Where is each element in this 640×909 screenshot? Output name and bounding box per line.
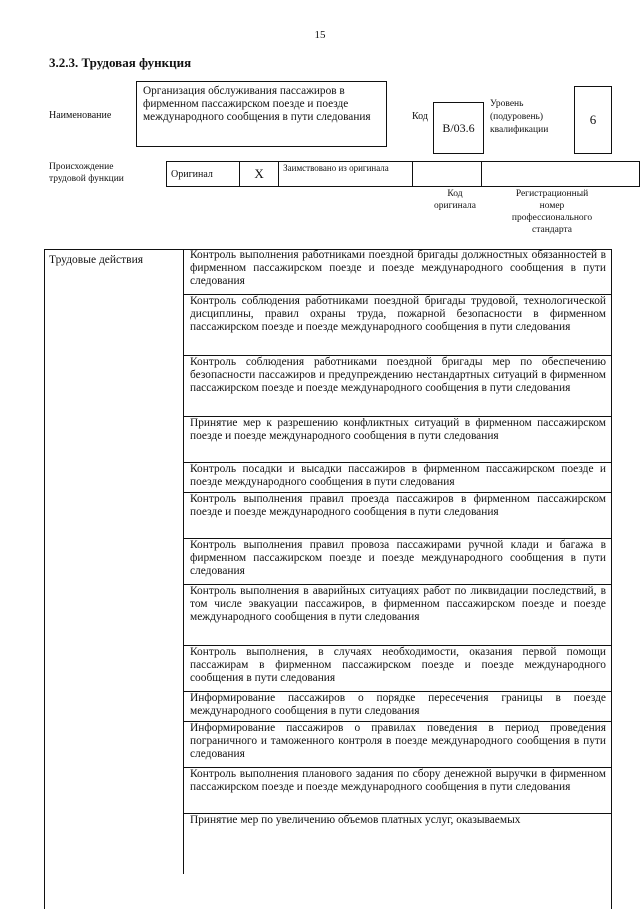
action-item: Контроль выполнения правил провоза пассажирами ручной клади и багажа в фирменном пассажирском поезде и поезде международного сообщения в пути следования <box>184 539 612 585</box>
action-item: Информирование пассажиров о правилах поведения в период проведения пограничного и таможенного контроля в поезде международного сообщения в пути следования <box>184 722 612 768</box>
origin-reg-number-cell <box>482 162 640 187</box>
code-caption-line-2: оригинала <box>434 201 476 211</box>
action-item: Контроль выполнения, в случаях необходимости, оказания первой помощи пассажирам в фирменном пассажирском поезде и поезде международного сообщения в пути следования <box>184 646 612 692</box>
name-label: Наименование <box>49 110 112 121</box>
action-item: Принятие мер по увеличению объемов платных услуг, оказываемых <box>190 814 521 826</box>
page-number: 15 <box>314 29 326 41</box>
level-value-box: 6 <box>574 86 612 154</box>
reg-caption-line-1: Регистрационный <box>515 189 589 199</box>
code-label: Код <box>412 111 428 122</box>
action-item: Контроль выполнения работниками поездной бригады должностных обязанностей в фирменном пассажирском поезде и поезде международного сообщения в пути следования <box>184 249 612 295</box>
action-item: Принятие мер к разрешению конфликтных ситуаций в фирменном пассажирском поезде и поезде международного сообщения в пути следования <box>184 417 612 463</box>
origin-mark-cell: X <box>240 162 279 187</box>
origin-original-cell: Оригинал <box>167 162 240 187</box>
action-item: Контроль выполнения правил проезда пассажиров в фирменном пассажирском поезде и поезде международного сообщения в пути следования <box>184 493 612 539</box>
level-label-line-2: (подуровень) <box>490 112 544 122</box>
code-value-box: B/03.6 <box>433 102 484 154</box>
reg-caption-line-2: номер <box>539 201 565 211</box>
function-name-box: Организация обслуживания пассажиров в фирменном пассажирском поезде и поезде международного сообщения в пути следования <box>136 81 387 147</box>
origin-borrowed-cell: Заимствовано из оригинала <box>279 162 413 187</box>
section-title: 3.2.3. Трудовая функция <box>49 55 192 70</box>
level-label-line-3: квалификации <box>490 125 549 135</box>
origin-label-line-2: трудовой функции <box>49 174 124 184</box>
reg-caption-line-3: профессионального <box>511 213 593 223</box>
reg-caption-line-4: стандарта <box>532 225 572 235</box>
action-item: Контроль выполнения планового задания по сбору денежной выручки в фирменном пассажирском поезде и поезде международного сообщения в пути следования <box>184 768 612 814</box>
actions-list <box>183 249 612 874</box>
actions-label: Трудовые действия <box>49 254 144 266</box>
action-item: Контроль выполнения в аварийных ситуациях работ по ликвидации последствий, в том числе эвакуации пассажиров, в фирменном пассажирском поезде и поезде международного сообщения в пути следования <box>184 585 612 646</box>
action-item: Контроль соблюдения работниками поездной бригады мер по обеспечению безопасности пассажиров и предупреждению нестандартных ситуаций в фирменном пассажирском поезде и поезде международного сообщения в пути следования <box>184 356 612 417</box>
code-caption-line-1: Код <box>447 189 463 199</box>
level-label-line-1: Уровень <box>490 99 524 109</box>
action-item: Контроль посадки и высадки пассажиров в фирменном пассажирском поезде и поезде международного сообщения в пути следования <box>184 463 612 493</box>
action-item: Контроль соблюдения работниками поездной бригады трудовой, технологической дисциплины, правил охраны труда, пожарной безопасности в фирменном пассажирском поезде и поезде международного сообщения в пути следования <box>184 295 612 356</box>
action-item: Информирование пассажиров о порядке пересечения границы в поезде международного сообщения в пути следования <box>184 692 612 722</box>
origin-label-line-1: Происхождение <box>49 162 114 172</box>
origin-code-cell <box>413 162 482 187</box>
origin-table <box>166 161 640 187</box>
